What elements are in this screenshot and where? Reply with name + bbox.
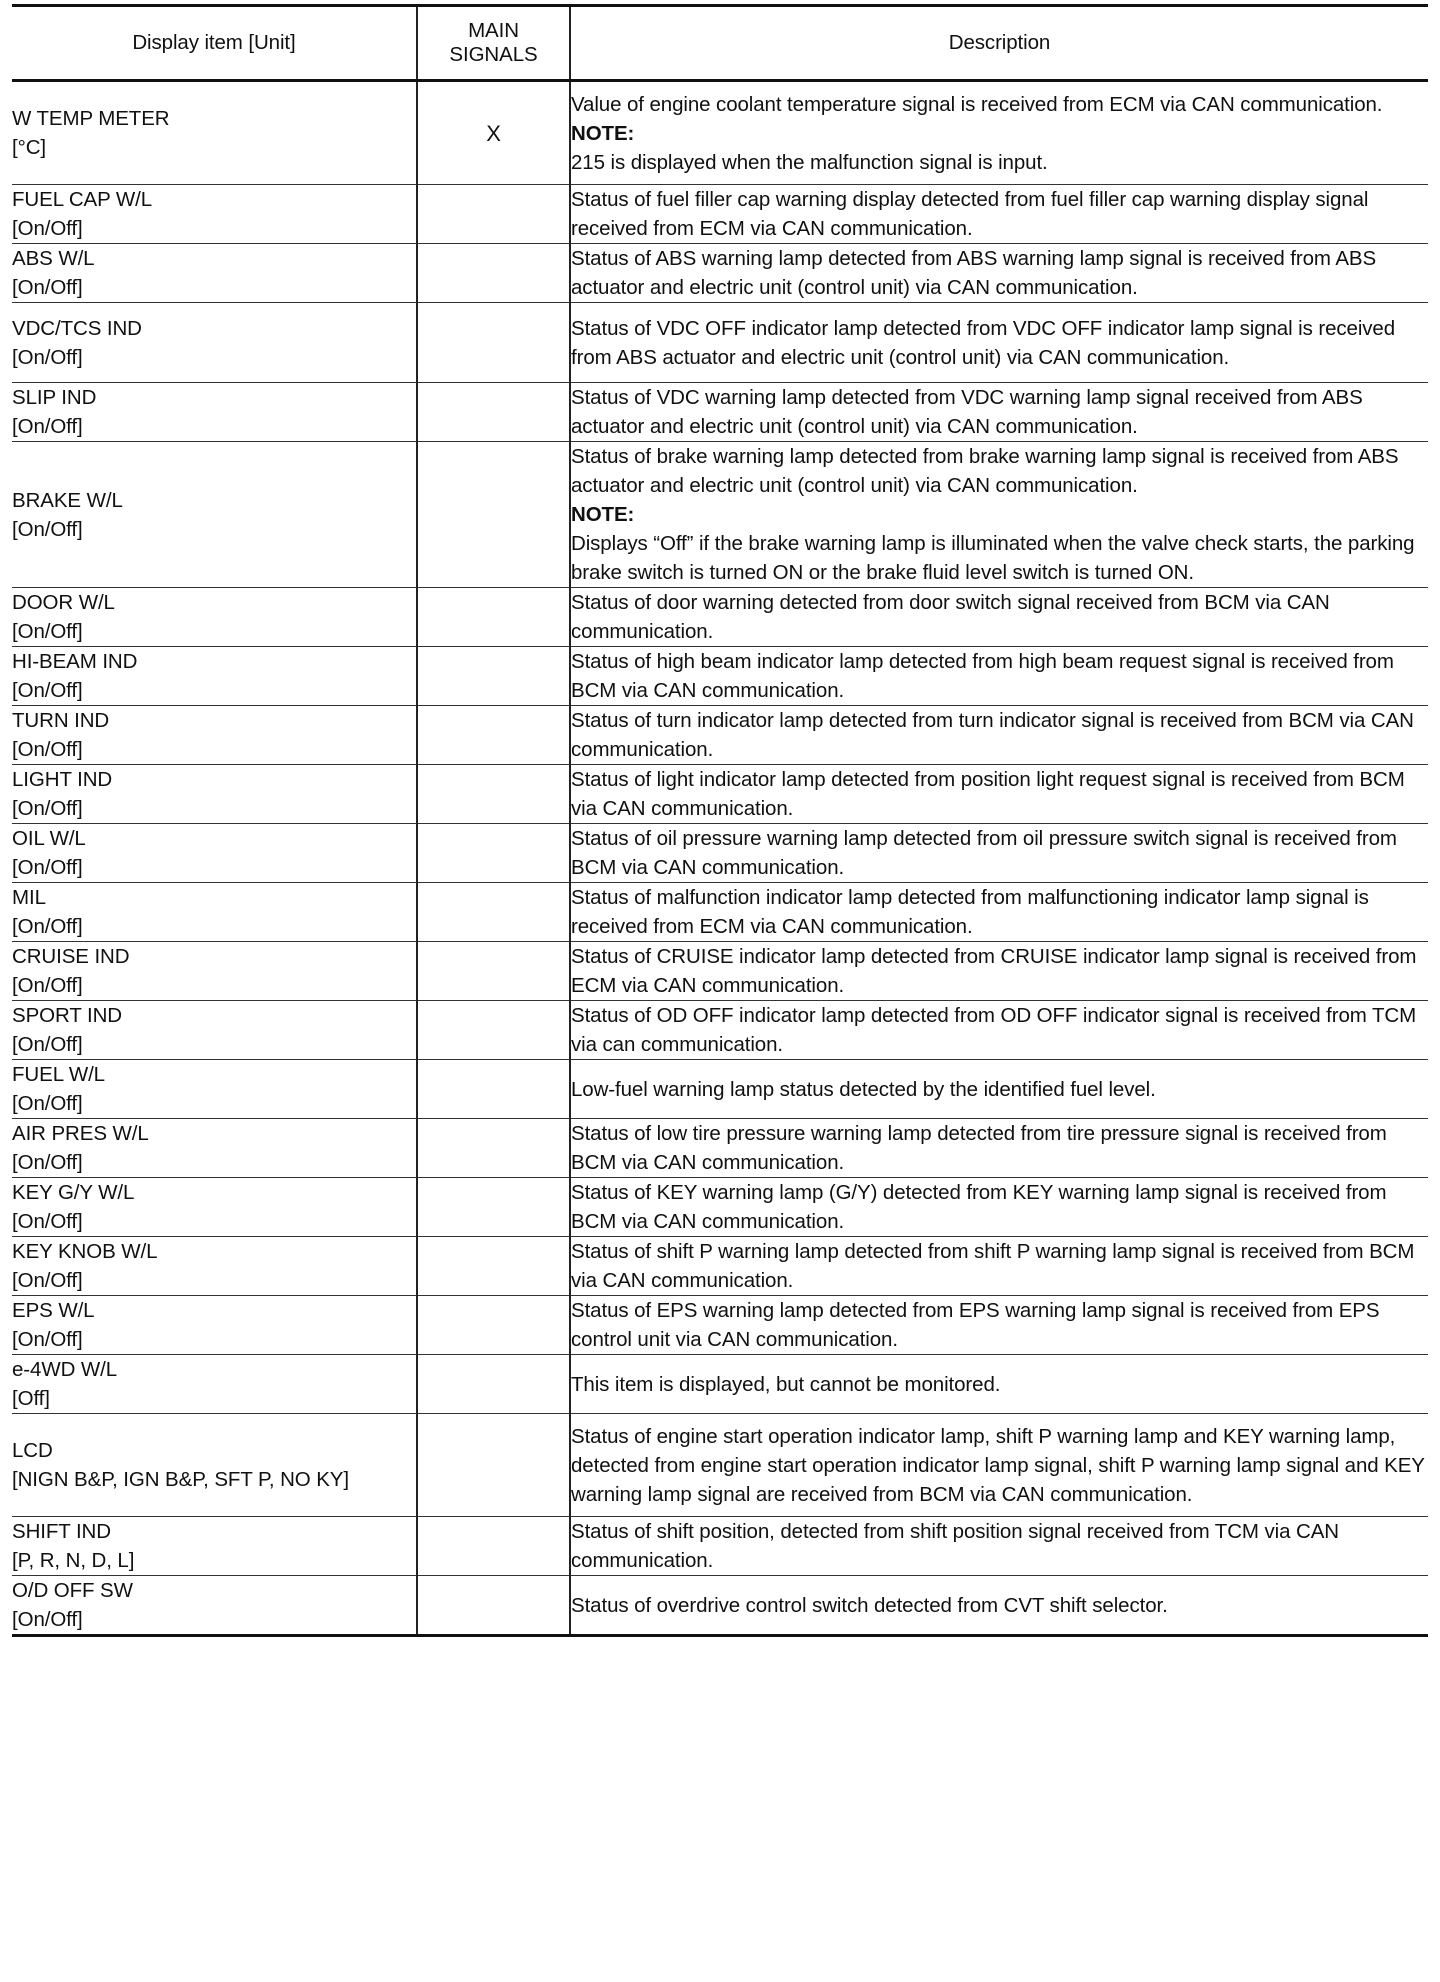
note-text: 215 is displayed when the malfunction signal is input. — [571, 150, 1048, 174]
item-cell — [12, 1178, 417, 1237]
note-label: NOTE: — [571, 121, 635, 145]
table-row — [12, 1414, 1428, 1517]
header-main-signals-line1: MAIN — [468, 19, 519, 42]
description-cell — [570, 442, 1428, 588]
item-unit: [P, R, N, D, L] — [12, 1549, 135, 1572]
item-name: VDC/TCS IND — [12, 316, 142, 340]
note-label: NOTE: — [571, 503, 635, 526]
item-name: FUEL W/L — [12, 1063, 105, 1086]
item-cell — [12, 765, 417, 824]
item-name: SPORT IND — [12, 1004, 122, 1027]
description-cell: Status of engine start operation indicator lamp, shift P warning lamp and KEY warning lamp, detected from engine start operation indicator lamp signal, shift P warning lamp signal and KEY warning lamp signal are received from BCM via CAN communication. — [570, 1414, 1428, 1517]
item-cell — [12, 588, 417, 647]
main-signal-cell — [417, 942, 570, 1001]
item-unit: [On/Off] — [12, 974, 83, 997]
description-cell: Status of high beam indicator lamp detected from high beam request signal is received from BCM via CAN communication. — [570, 647, 1428, 706]
item-unit: [On/Off] — [12, 1608, 83, 1631]
description-text: Value of engine coolant temperature signal is received from ECM via CAN communication. — [571, 92, 1383, 116]
item-unit: [°C] — [12, 136, 46, 159]
item-name: W TEMP METER — [12, 107, 170, 130]
table-row — [12, 1517, 1428, 1576]
item-unit: [On/Off] — [12, 1210, 83, 1233]
item-name: SHIFT IND — [12, 1520, 111, 1543]
main-signal-cell — [417, 303, 570, 383]
main-signal-cell — [417, 1237, 570, 1296]
item-cell — [12, 303, 417, 383]
table-row — [12, 1119, 1428, 1178]
table-row — [12, 1178, 1428, 1237]
table-row — [12, 1355, 1428, 1414]
item-cell — [12, 1296, 417, 1355]
description-cell: Status of fuel filler cap warning display detected from fuel filler cap warning display signal received from ECM via CAN communication. — [570, 185, 1428, 244]
item-name: DOOR W/L — [12, 591, 115, 614]
main-signal-cell — [417, 765, 570, 824]
description-cell: Status of light indicator lamp detected from position light request signal is received from BCM via CAN communication. — [570, 765, 1428, 824]
item-unit: [On/Off] — [12, 856, 83, 879]
item-unit: [NIGN B&P, IGN B&P, SFT P, NO KY] — [12, 1468, 349, 1491]
item-unit: [On/Off] — [12, 345, 83, 369]
table-header-row — [12, 6, 1428, 81]
table-row — [12, 883, 1428, 942]
item-cell — [12, 883, 417, 942]
main-signal-cell — [417, 442, 570, 588]
item-unit: [On/Off] — [12, 1033, 83, 1056]
item-cell — [12, 442, 417, 588]
item-cell — [12, 706, 417, 765]
item-name: SLIP IND — [12, 386, 97, 409]
item-unit: [On/Off] — [12, 738, 83, 761]
description-cell: Status of overdrive control switch detected from CVT shift selector. — [570, 1576, 1428, 1636]
main-signal-cell — [417, 1178, 570, 1237]
item-unit: [On/Off] — [12, 276, 83, 299]
description-cell: Status of ABS warning lamp detected from ABS warning lamp signal is received from ABS actuator and electric unit (control unit) via CAN communication. — [570, 244, 1428, 303]
main-signal-cell — [417, 588, 570, 647]
main-signal-cell — [417, 706, 570, 765]
item-unit: [On/Off] — [12, 915, 83, 938]
item-name: EPS W/L — [12, 1299, 95, 1322]
table-row — [12, 588, 1428, 647]
note-text: Displays “Off” if the brake warning lamp is illuminated when the valve check starts, the parking brake switch is turned ON or the brake fluid level switch is turned ON. — [571, 532, 1415, 584]
item-unit: [On/Off] — [12, 1328, 83, 1351]
item-cell — [12, 1119, 417, 1178]
description-cell: Status of shift P warning lamp detected from shift P warning lamp signal is received from BCM via CAN communication. — [570, 1237, 1428, 1296]
header-main-signals — [417, 6, 570, 81]
item-name: LIGHT IND — [12, 768, 113, 791]
item-name: TURN IND — [12, 709, 110, 732]
table-row — [12, 706, 1428, 765]
item-cell — [12, 647, 417, 706]
description-cell: Status of OD OFF indicator lamp detected from OD OFF indicator signal is received from TCM via can communication. — [570, 1001, 1428, 1060]
main-signal-cell — [417, 647, 570, 706]
item-unit: [Off] — [12, 1387, 50, 1410]
main-signal-cell — [417, 1414, 570, 1517]
item-cell — [12, 1576, 417, 1636]
main-signal-cell — [417, 1576, 570, 1636]
table-row — [12, 303, 1428, 383]
description-cell: Status of low tire pressure warning lamp detected from tire pressure signal is received from BCM via CAN communication. — [570, 1119, 1428, 1178]
item-cell — [12, 1237, 417, 1296]
item-unit: [On/Off] — [12, 679, 83, 702]
item-name: OIL W/L — [12, 827, 86, 850]
table-row — [12, 1576, 1428, 1636]
description-cell: Status of malfunction indicator lamp detected from malfunctioning indicator lamp signal is received from ECM via CAN communication. — [570, 883, 1428, 942]
table-row — [12, 244, 1428, 303]
main-signal-cell — [417, 824, 570, 883]
main-signal-cell — [417, 1296, 570, 1355]
table-row — [12, 185, 1428, 244]
item-cell — [12, 1001, 417, 1060]
item-unit: [On/Off] — [12, 620, 83, 643]
description-cell: Status of turn indicator lamp detected from turn indicator signal is received from BCM via CAN communication. — [570, 706, 1428, 765]
main-signal-cell — [417, 244, 570, 303]
item-unit: [On/Off] — [12, 217, 83, 240]
table-row — [12, 442, 1428, 588]
table-row — [12, 824, 1428, 883]
description-cell: Status of EPS warning lamp detected from EPS warning lamp signal is received from EPS control unit via CAN communication. — [570, 1296, 1428, 1355]
table-row — [12, 765, 1428, 824]
item-cell — [12, 824, 417, 883]
description-cell: Status of oil pressure warning lamp detected from oil pressure switch signal is received from BCM via CAN communication. — [570, 824, 1428, 883]
item-unit: [On/Off] — [12, 797, 83, 820]
main-signal-cell: X — [417, 81, 570, 185]
item-name: KEY G/Y W/L — [12, 1181, 135, 1204]
header-display-item: Display item [Unit] — [12, 6, 417, 81]
item-unit: [On/Off] — [12, 1269, 83, 1292]
item-name: O/D OFF SW — [12, 1579, 133, 1602]
table-row — [12, 81, 1428, 185]
table-row — [12, 383, 1428, 442]
description-cell: Status of shift position, detected from shift position signal received from TCM via CAN communication. — [570, 1517, 1428, 1576]
table-row — [12, 1296, 1428, 1355]
item-name: MIL — [12, 886, 46, 909]
item-cell — [12, 383, 417, 442]
table-row — [12, 1001, 1428, 1060]
main-signal-cell — [417, 1517, 570, 1576]
monitor-item-table — [12, 4, 1428, 1637]
item-name: ABS W/L — [12, 247, 95, 270]
item-cell — [12, 1355, 417, 1414]
item-unit: [On/Off] — [12, 1092, 83, 1115]
item-unit: [On/Off] — [12, 517, 83, 541]
table-row — [12, 942, 1428, 1001]
item-name: HI-BEAM IND — [12, 650, 138, 673]
main-signal-cell — [417, 1119, 570, 1178]
main-signal-cell — [417, 185, 570, 244]
description-cell: Status of CRUISE indicator lamp detected from CRUISE indicator lamp signal is received from ECM via CAN communication. — [570, 942, 1428, 1001]
table-row — [12, 647, 1428, 706]
description-cell: Status of door warning detected from door switch signal received from BCM via CAN communication. — [570, 588, 1428, 647]
main-signal-cell — [417, 383, 570, 442]
main-signal-cell — [417, 1355, 570, 1414]
item-cell — [12, 1060, 417, 1119]
item-cell — [12, 942, 417, 1001]
item-name: CRUISE IND — [12, 945, 130, 968]
item-name: BRAKE W/L — [12, 488, 123, 512]
header-main-signals-line2: SIGNALS — [449, 43, 538, 66]
item-name: LCD — [12, 1439, 53, 1462]
item-name: e-4WD W/L — [12, 1358, 118, 1381]
item-cell — [12, 185, 417, 244]
description-cell: Low-fuel warning lamp status detected by the identified fuel level. — [570, 1060, 1428, 1119]
description-cell: Status of KEY warning lamp (G/Y) detected from KEY warning lamp signal is received from BCM via CAN communication. — [570, 1178, 1428, 1237]
item-cell — [12, 1414, 417, 1517]
item-name: FUEL CAP W/L — [12, 188, 153, 211]
description-cell: Status of VDC warning lamp detected from VDC warning lamp signal received from ABS actuator and electric unit (control unit) via CAN communication. — [570, 383, 1428, 442]
description-cell: This item is displayed, but cannot be monitored. — [570, 1355, 1428, 1414]
item-unit: [On/Off] — [12, 415, 83, 438]
item-name: AIR PRES W/L — [12, 1122, 149, 1145]
item-cell — [12, 1517, 417, 1576]
main-signal-cell — [417, 1060, 570, 1119]
description-cell: Status of VDC OFF indicator lamp detected from VDC OFF indicator lamp signal is received from ABS actuator and electric unit (control unit) via CAN communication. — [570, 303, 1428, 383]
main-signal-cell — [417, 883, 570, 942]
item-unit: [On/Off] — [12, 1151, 83, 1174]
item-name: KEY KNOB W/L — [12, 1240, 158, 1263]
description-cell — [570, 81, 1428, 185]
header-description: Description — [570, 6, 1428, 81]
table-row — [12, 1237, 1428, 1296]
item-cell — [12, 81, 417, 185]
monitor-item-table-sheet — [12, 4, 1428, 1637]
description-text: Status of brake warning lamp detected from brake warning lamp signal is received from ABS actuator and electric unit (control unit) via CAN communication. — [571, 445, 1399, 497]
item-cell — [12, 244, 417, 303]
table-row — [12, 1060, 1428, 1119]
main-signal-cell — [417, 1001, 570, 1060]
